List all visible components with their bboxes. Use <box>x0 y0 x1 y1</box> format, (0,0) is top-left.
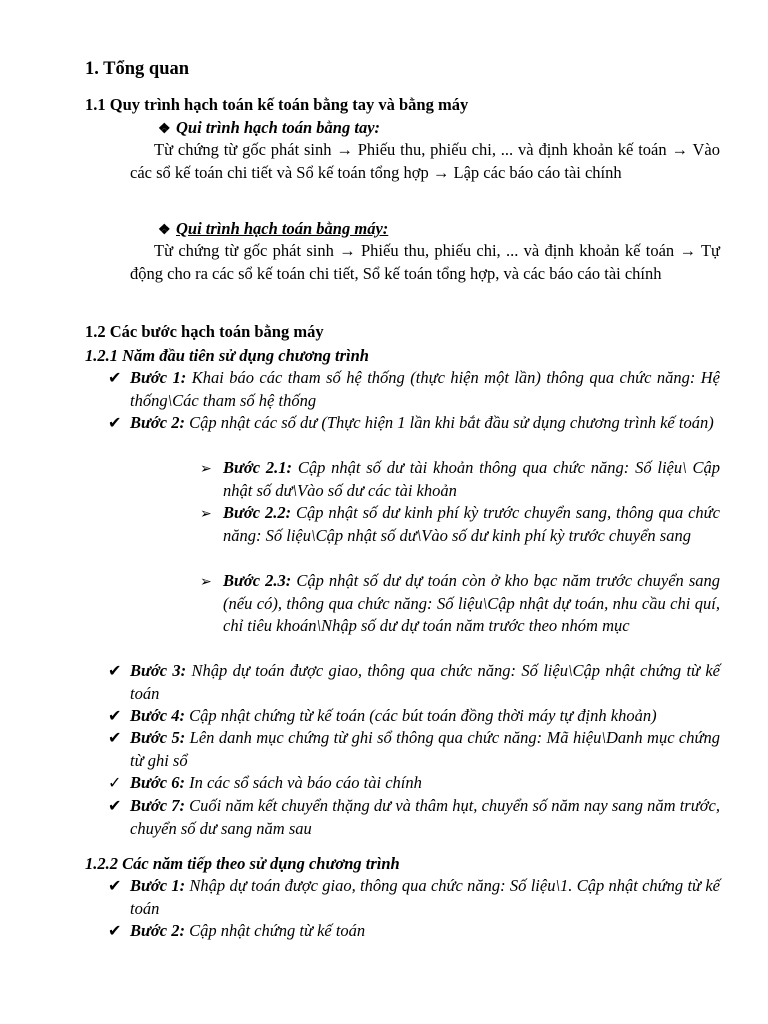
step-5-first-year <box>108 727 720 772</box>
step-text: Cập nhật chứng từ kế toán (các bút toán đồng thời máy tự định khoản) <box>189 706 657 725</box>
machine-process-heading: ❖ Qui trình hạch toán bằng máy: <box>158 218 388 243</box>
step-3-first-year <box>108 660 720 705</box>
checkmark-icon: ✓ <box>108 773 122 792</box>
step-text: Cập nhật chứng từ kế toán <box>189 921 366 940</box>
step-text: Cập nhật các số dư (Thực hiện 1 lần khi bắt đầu sử dụng chương trình kế toán) <box>189 413 714 432</box>
step-label: Bước 2: <box>130 413 185 432</box>
checkmark-icon: ✔ <box>108 413 122 432</box>
substep-text: Cập nhật số dư kinh phí kỳ trước chuyển sang, thông qua chức năng: Số liệu\Cập nhật số dư\Vào số dư kinh phí kỳ trước chuyển sang <box>223 503 721 545</box>
substep-2-1 <box>200 457 720 502</box>
substep-2-2 <box>200 502 720 547</box>
step-label: Bước 3: <box>130 661 187 680</box>
diamond-bullet-icon: ❖ <box>158 223 171 238</box>
checkmark-icon: ✔ <box>108 661 122 680</box>
step-1-first-year <box>108 367 720 412</box>
checkmark-icon: ✔ <box>108 876 122 895</box>
step-1-next-years <box>108 875 720 920</box>
substep-text: Cập nhật số dư tài khoản thông qua chức năng: Số liệu\ Cập nhật số dư\Vào số dư các tài khoản <box>223 458 721 500</box>
step-label: Bước 7: <box>130 796 185 815</box>
section-1-1-heading: 1.1 Quy trình hạch toán kế toán bằng tay và bằng máy <box>85 95 469 114</box>
step-7-first-year <box>108 795 720 840</box>
substep-2-3 <box>200 570 720 638</box>
step-label: Bước 2: <box>130 921 185 940</box>
checkmark-icon: ✔ <box>108 368 122 387</box>
substep-label: Bước 2.1: <box>223 458 292 477</box>
checkmark-icon: ✔ <box>108 921 122 940</box>
manual-process-text: Từ chứng từ gốc phát sinh → Phiếu thu, phiếu chi, ... và định khoản kế toán → Vào các sổ kế toán chi tiết và Sổ kế toán tổng hợp → Lập các báo cáo tài chính <box>130 140 720 182</box>
section-1-2-2-heading: 1.2.2 Các năm tiếp theo sử dụng chương trình <box>85 854 400 873</box>
arrowhead-bullet-icon: ➢ <box>200 506 212 522</box>
step-text: Lên danh mục chứng từ ghi sổ thông qua chức năng: Mã hiệu\Danh mục chứng từ ghi sổ <box>130 728 721 770</box>
checkmark-icon: ✔ <box>108 706 122 725</box>
step-label: Bước 6: <box>130 773 185 792</box>
checkmark-icon: ✔ <box>108 796 122 815</box>
step-label: Bước 5: <box>130 728 186 747</box>
manual-process-heading: ❖ Qui trình hạch toán bằng tay: <box>158 117 380 142</box>
substep-label: Bước 2.2: <box>223 503 292 522</box>
checkmark-icon: ✔ <box>108 728 122 747</box>
section-1-heading: 1. Tổng quan <box>85 59 190 79</box>
machine-process-text: Từ chứng từ gốc phát sinh → Phiếu thu, phiếu chi, ... và định khoản kế toán → Tự động cho ra các sổ kế toán chi tiết, Sổ kế toán tổng hợp, và các báo cáo tài chính <box>130 241 720 283</box>
step-text: In các sổ sách và báo cáo tài chính <box>189 773 422 792</box>
substep-label: Bước 2.3: <box>223 571 292 590</box>
substep-text: Cập nhật số dư dự toán còn ở kho bạc năm trước chuyển sang (nếu có), thông qua chức năng: Số liệu\Cập nhật dự toán, nhu cầu chi quí, chỉ tiêu khoán\Nhập số dư dự toán năm trước theo nhóm mục <box>223 571 721 635</box>
arrowhead-bullet-icon: ➢ <box>200 461 212 477</box>
diamond-bullet-icon: ❖ <box>158 122 171 137</box>
step-text: Khai báo các tham số hệ thống (thực hiện một lần) thông qua chức năng: Hệ thống\Các tham số hệ thống <box>130 368 721 410</box>
step-text: Cuối năm kết chuyển thặng dư và thâm hụt, chuyển số năm nay sang năm trước, chuyển số dư sang năm sau <box>130 796 720 838</box>
arrowhead-bullet-icon: ➢ <box>200 574 212 590</box>
step-label: Bước 1: <box>130 876 186 895</box>
section-1-2-1-heading: 1.2.1 Năm đầu tiên sử dụng chương trình <box>85 346 369 365</box>
step-label: Bước 4: <box>130 706 185 725</box>
section-1-2-heading: 1.2 Các bước hạch toán bằng máy <box>85 322 324 341</box>
step-2-next-years <box>108 920 720 943</box>
step-6-first-year <box>108 772 720 795</box>
step-text: Nhập dự toán được giao, thông qua chức năng: Số liệu\Cập nhật chứng từ kế toán <box>130 661 721 703</box>
step-4-first-year <box>108 705 720 728</box>
step-text: Nhập dự toán được giao, thông qua chức năng: Số liệu\1. Cập nhật chứng từ kế toán <box>130 876 720 918</box>
step-2-first-year <box>108 412 720 435</box>
step-label: Bước 1: <box>130 368 187 387</box>
